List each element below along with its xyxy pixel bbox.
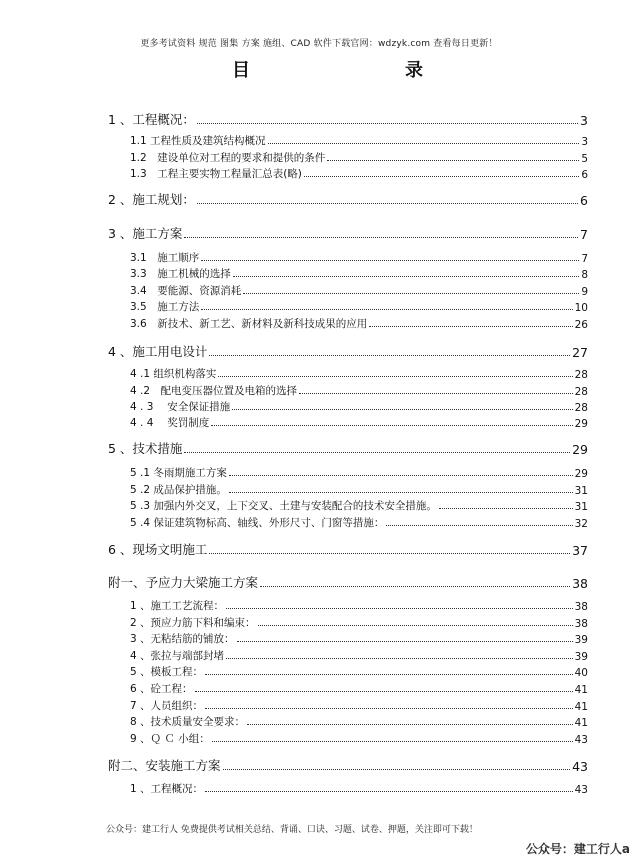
toc-dot-leader: [184, 451, 570, 453]
toc-entry-label: 1.3 工程主要实物工程量汇总表(略): [130, 168, 302, 180]
toc-entry-page-number: 28: [574, 386, 588, 398]
toc-section-entry[interactable]: [130, 316, 588, 331]
toc-entry-page-number: 3: [580, 113, 588, 128]
toc-entry-label: 1 、施工工艺流程：: [130, 600, 225, 612]
toc-section-entry[interactable]: [130, 731, 588, 746]
toc-entry-label: 8 、技术质量安全要求：: [130, 716, 246, 728]
toc-entry-label: 1 、工程概况：: [130, 783, 204, 795]
toc-dot-leader: [197, 202, 578, 204]
toc-dot-leader: [268, 142, 580, 144]
toc-dot-leader: [211, 424, 572, 426]
toc-chapter-entry[interactable]: [108, 110, 588, 128]
toc-title-char-1: 目: [232, 60, 250, 81]
toc-chapter-entry[interactable]: [108, 190, 588, 208]
toc-entry-page-number: 6: [581, 169, 588, 181]
toc-section-entry[interactable]: [130, 366, 588, 381]
toc-chapter-entry[interactable]: [108, 540, 588, 558]
toc-dot-leader: [184, 236, 578, 238]
toc-dot-leader: [195, 690, 573, 692]
toc-dot-leader: [205, 707, 573, 709]
toc-dot-leader: [223, 768, 571, 770]
toc-section-entry[interactable]: [130, 266, 588, 281]
toc-dot-leader: [205, 673, 573, 675]
toc-dot-leader: [299, 392, 573, 394]
toc-chapter-entry[interactable]: [108, 439, 588, 457]
toc-entry-label: 5 .2 成品保护措施。: [130, 484, 227, 496]
toc-dot-leader: [260, 585, 570, 587]
toc-section-entry[interactable]: [130, 150, 588, 165]
toc-entry-label: 4 .2 配电变压器位置及电箱的选择: [130, 385, 298, 397]
toc-section-entry[interactable]: [130, 283, 588, 298]
toc-dot-leader: [229, 491, 573, 493]
toc-entry-page-number: 43: [574, 784, 588, 796]
toc-section-entry[interactable]: [130, 714, 588, 729]
toc-entry-page-number: 39: [574, 634, 588, 646]
toc-section-entry[interactable]: [130, 664, 588, 679]
toc-entry-label: 4 、张拉与端部封堵: [130, 650, 225, 662]
toc-entry-page-number: 41: [574, 717, 588, 729]
toc-entry-page-number: 37: [572, 543, 588, 558]
toc-entry-page-number: 6: [580, 193, 588, 208]
toc-entry-page-number: 39: [574, 651, 588, 663]
toc-entry-label: 附二、安装施工方案: [108, 758, 221, 773]
toc-entry-label: 4 . 4 奖罚制度: [130, 417, 210, 429]
toc-section-entry[interactable]: [130, 465, 588, 480]
toc-entry-page-number: 38: [572, 576, 588, 591]
toc-entry-label: 1.2 建设单位对工程的要求和提供的条件: [130, 152, 326, 164]
toc-entry-page-number: 32: [574, 518, 588, 530]
toc-entry-page-number: 27: [572, 345, 588, 360]
toc-dot-leader: [209, 552, 570, 554]
toc-entry-page-number: 43: [572, 759, 588, 774]
toc-entry-label: 6 、砼工程：: [130, 683, 193, 695]
toc-dot-leader: [229, 474, 573, 476]
toc-section-entry[interactable]: [130, 498, 588, 513]
toc-entry-label: 4 .1 组织机构落实: [130, 368, 217, 380]
toc-section-entry[interactable]: [130, 133, 588, 148]
toc-dot-leader: [232, 408, 572, 410]
toc-entry-label: 9 、Ｑ Ｃ 小组：: [130, 733, 210, 745]
toc-dot-leader: [226, 657, 573, 659]
toc-entry-page-number: 29: [572, 442, 588, 457]
toc-entry-label: 6 、现场文明施工: [108, 542, 208, 557]
toc-dot-leader: [226, 607, 573, 609]
toc-entry-page-number: 40: [574, 667, 588, 679]
toc-title-char-2: 录: [405, 60, 423, 81]
toc-section-entry[interactable]: [130, 681, 588, 696]
toc-entry-label: 7 、人员组织：: [130, 700, 204, 712]
toc-entry-label: 3 、施工方案: [108, 226, 183, 241]
toc-dot-leader: [247, 723, 573, 725]
toc-section-entry[interactable]: [130, 482, 588, 497]
toc-dot-leader: [212, 740, 573, 742]
footer-note: 公众号：建工行人 免费提供考试相关总结、背诵、口诀、习题、试卷、押题，关注即可下载！: [106, 825, 478, 835]
toc-dot-leader: [237, 640, 573, 642]
toc-section-entry[interactable]: [130, 698, 588, 713]
toc-entry-label: 3.6 新技术、新工艺、新材料及新科技成果的应用: [130, 318, 368, 330]
toc-section-entry[interactable]: [130, 399, 588, 414]
toc-entry-page-number: 3: [581, 136, 588, 148]
toc-entry-label: 1.1 工程性质及建筑结构概况: [130, 135, 266, 147]
toc-entry-label: 附一、予应力大梁施工方案: [108, 575, 259, 590]
toc-entry-label: 3 、无粘结筋的铺放：: [130, 633, 235, 645]
toc-section-entry[interactable]: [130, 615, 588, 630]
header-note: 更多考试资料 规范 图集 方案 施组、CAD 软件下载官网：wdzyk.com 查看每日更新！: [140, 39, 498, 49]
toc-entry-page-number: 9: [581, 286, 588, 298]
toc-entry-page-number: 43: [574, 734, 588, 746]
toc-section-entry[interactable]: [130, 515, 588, 530]
toc-section-entry[interactable]: [130, 648, 588, 663]
toc-entry-page-number: 7: [581, 253, 588, 265]
toc-entry-label: 3.4 要能源、资源消耗: [130, 285, 242, 297]
toc-entry-page-number: 31: [574, 501, 588, 513]
toc-dot-leader: [386, 524, 572, 526]
toc-dot-leader: [218, 375, 572, 377]
toc-entry-page-number: 8: [581, 269, 588, 281]
toc-entry-page-number: 28: [574, 402, 588, 414]
toc-entry-label: 3.5 施工方法: [130, 301, 200, 313]
toc-section-entry[interactable]: [130, 598, 588, 613]
toc-entry-page-number: 41: [574, 684, 588, 696]
toc-dot-leader: [439, 507, 573, 509]
toc-dot-leader: [205, 790, 573, 792]
toc-entry-page-number: 31: [574, 485, 588, 497]
toc-dot-leader: [258, 624, 573, 626]
toc-section-entry[interactable]: [130, 383, 588, 398]
toc-entry-label: 1 、工程概况：: [108, 112, 195, 127]
toc-entry-page-number: 38: [574, 618, 588, 630]
toc-entry-label: 5 、模板工程：: [130, 666, 204, 678]
toc-entry-label: 2 、预应力筋下料和编束：: [130, 617, 256, 629]
toc-entry-page-number: 38: [574, 601, 588, 613]
toc-section-entry[interactable]: [130, 415, 588, 430]
toc-entry-label: 2 、施工规划：: [108, 192, 195, 207]
toc-entry-page-number: 7: [580, 227, 588, 242]
toc-entry-label: 5 .4 保证建筑物标高、轴线、外形尺寸、门窗等措施：: [130, 517, 385, 529]
toc-dot-leader: [201, 259, 579, 261]
toc-section-entry[interactable]: [130, 781, 588, 796]
watermark-text: 公众号：建工行人a: [525, 842, 630, 856]
toc-entry-label: 5 、技术措施: [108, 441, 183, 456]
toc-entry-label: 4 、施工用电设计: [108, 344, 208, 359]
toc-section-entry[interactable]: [130, 250, 588, 265]
toc-entry-page-number: 5: [581, 153, 588, 165]
toc-entry-page-number: 10: [574, 302, 588, 314]
toc-entry-page-number: 28: [574, 369, 588, 381]
toc-entry-label: 5 .3 加强内外交叉，上下交叉、土建与安装配合的技术安全措施。: [130, 500, 437, 512]
toc-section-entry[interactable]: [130, 299, 588, 314]
toc-dot-leader: [209, 354, 570, 356]
toc-entry-label: 3.1 施工顺序: [130, 252, 200, 264]
toc-entry-label: 4 . 3 安全保证措施: [130, 401, 231, 413]
toc-dot-leader: [201, 308, 572, 310]
toc-dot-leader: [197, 122, 578, 124]
toc-dot-leader: [327, 159, 579, 161]
toc-section-entry[interactable]: [130, 631, 588, 646]
toc-entry-page-number: 29: [574, 468, 588, 480]
toc-section-entry[interactable]: [130, 166, 588, 181]
toc-dot-leader: [304, 175, 579, 177]
toc-chapter-entry[interactable]: [108, 342, 588, 360]
toc-entry-page-number: 26: [574, 319, 588, 331]
toc-chapter-entry[interactable]: [108, 224, 588, 242]
toc-dot-leader: [233, 275, 580, 277]
toc-chapter-entry[interactable]: [108, 573, 588, 591]
toc-dot-leader: [369, 325, 572, 327]
toc-entry-page-number: 41: [574, 701, 588, 713]
toc-entry-page-number: 29: [574, 418, 588, 430]
toc-entry-label: 5 .1 冬雨期施工方案: [130, 467, 227, 479]
toc-chapter-entry[interactable]: [108, 756, 588, 774]
toc-dot-leader: [243, 292, 579, 294]
toc-entry-label: 3.3 施工机械的选择: [130, 268, 231, 280]
